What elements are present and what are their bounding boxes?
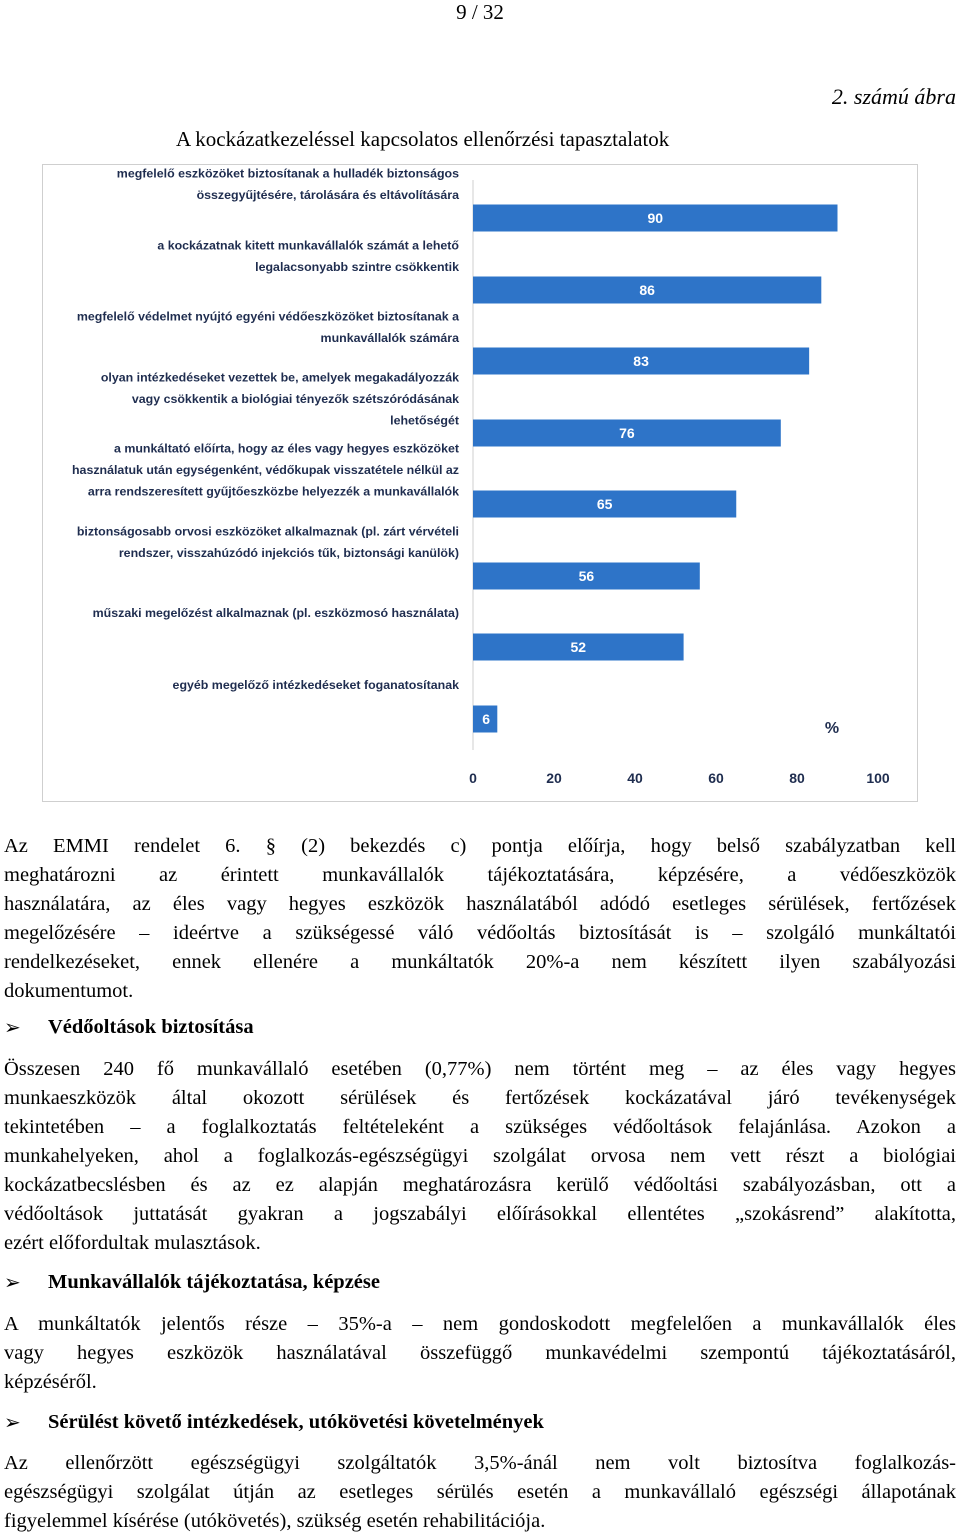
figure-label: 2. számú ábra bbox=[831, 84, 956, 109]
section-1-line: munkaeszközök által okozott sérülések és fertőzések kockázatával járó tevékenységek bbox=[4, 1087, 956, 1109]
section-heading-text: Védőoltások biztosítása bbox=[48, 1016, 254, 1038]
category-label-line: lehetőségét bbox=[390, 413, 459, 428]
chart-svg bbox=[43, 165, 919, 803]
x-tick-label: 20 bbox=[546, 770, 562, 786]
category-label-line: használatuk után egységenként, védőkupak visszatétele nélkül az bbox=[71, 463, 459, 477]
section-heading-text: Munkavállalók tájékoztatása, képzése bbox=[48, 1271, 380, 1293]
category-label-line: összegyűjtésére, tárolására és eltávolítására bbox=[196, 187, 459, 202]
arrowhead-bullet-icon: ➢ bbox=[4, 1270, 21, 1294]
figure-title: A kockázatkezeléssel kapcsolatos ellenőrzési tapasztalatok bbox=[176, 127, 670, 151]
section-1-line: védőoltások juttatását gyakran a jogszabályi előírásokkal ellentétes „szokásrend” alakította, bbox=[4, 1203, 956, 1225]
paragraph-1-line: használatára, az éles vagy hegyes eszközök használatából adódó esetleges sérülések, fertőzések bbox=[4, 893, 956, 915]
bar-value-label: 6 bbox=[482, 711, 491, 727]
category-label-line: a kockázatnak kitett munkavállalók számát a lehető bbox=[157, 238, 459, 253]
bar-chart bbox=[42, 164, 918, 802]
category-label-line: a munkáltató előírta, hogy az éles vagy hegyes eszközöket bbox=[113, 441, 459, 456]
section-2-line: vagy hegyes eszközök használatával összefüggő munkavédelmi szempontú tájékoztatásáról, bbox=[4, 1342, 956, 1364]
section-1-line: kockázatbecslésben és az ez alapján meghatározásra kerülő védőoltási szabályozásban, ott a bbox=[4, 1174, 956, 1196]
unit-label: % bbox=[824, 720, 840, 737]
section-3-line: Az ellenőrzött egészségügyi szolgáltatók 3,5%-ánál nem volt biztosítva foglalkozás- bbox=[4, 1452, 956, 1474]
bar-value-label: 90 bbox=[647, 210, 664, 226]
arrowhead-bullet-icon: ➢ bbox=[4, 1015, 21, 1039]
category-label-line: rendszer, visszahúzódó injekciós tűk, biztonsági kanülök) bbox=[118, 545, 459, 560]
bars-layer bbox=[473, 205, 838, 733]
x-tick-label: 0 bbox=[469, 770, 477, 786]
arrowhead-bullet-icon: ➢ bbox=[4, 1410, 21, 1434]
bar-value-label: 76 bbox=[619, 425, 635, 441]
category-label-line: arra rendszeresített gyűjtőeszközbe helyezzék a munkavállalók bbox=[87, 484, 459, 499]
section-heading-followup bbox=[4, 1408, 956, 1436]
bar-value-label: 83 bbox=[633, 353, 649, 369]
x-tick-label: 40 bbox=[627, 770, 643, 786]
section-3-line: figyelemmel kísérése (utókövetés), szükség esetén rehabilitációja. bbox=[4, 1510, 546, 1532]
section-1-line: ezért előfordultak mulasztások. bbox=[4, 1232, 261, 1254]
section-heading-training bbox=[4, 1268, 956, 1296]
bar-value-label: 56 bbox=[578, 568, 595, 584]
section-1-line: munkahelyeken, ahol a foglalkozás-egészségügyi szolgálat orvosa nem vett részt a biológiai bbox=[4, 1145, 956, 1167]
paragraph-1-line: meghatározni az érintett munkavállalók tájékoztatására, képzésére, a védőeszközök bbox=[4, 864, 956, 886]
section-2-line: A munkáltatók jelentős része – 35%-a – nem gondoskodott megfelelően a munkavállalók éles bbox=[4, 1313, 956, 1335]
category-label-line: biztonságosabb orvosi eszközöket alkalmaznak (pl. zárt vérvételi bbox=[76, 524, 459, 539]
section-heading-text: Sérülést követő intézkedések, utókövetési követelmények bbox=[48, 1411, 544, 1433]
x-tick-label: 60 bbox=[708, 770, 724, 786]
category-labels-layer bbox=[72, 166, 459, 692]
section-1-body bbox=[4, 1055, 956, 1258]
category-label-line: munkavállalók számára bbox=[320, 330, 459, 345]
x-tick-label: 100 bbox=[866, 770, 890, 786]
section-2-body bbox=[4, 1310, 956, 1397]
bar-value-label: 65 bbox=[596, 496, 613, 512]
category-label-line: olyan intézkedéseket vezettek be, amelyek megakadályozzák bbox=[100, 370, 459, 385]
paragraph-1 bbox=[4, 832, 956, 1006]
category-label-line: megfelelő védelmet nyújtó egyéni védőeszközöket biztosítanak a bbox=[76, 309, 459, 324]
category-label-line: műszaki megelőzést alkalmaznak (pl. eszközmosó használata) bbox=[92, 606, 459, 620]
page-number: 9 / 32 bbox=[456, 0, 504, 24]
bar-value-label: 52 bbox=[570, 639, 587, 655]
section-heading-vaccinations bbox=[4, 1013, 956, 1041]
category-label-line: legalacsonyabb szintre csökkentik bbox=[255, 259, 459, 274]
paragraph-1-line: rendelkezéseket, ennek ellenére a munkáltatók 20%-a nem készített ilyen szabályozási bbox=[4, 951, 956, 973]
paragraph-1-line: megelőzésére – ideértve a szükségessé váló védőoltás biztosítását is – szolgáló munkáltatói bbox=[4, 922, 956, 944]
category-label-line: egyéb megelőző intézkedéseket foganatosítanak bbox=[172, 678, 459, 692]
paragraph-1-line: Az EMMI rendelet 6. § (2) bekezdés c) pontja előírja, hogy belső szabályzatban kell bbox=[4, 835, 956, 857]
section-3-body bbox=[4, 1449, 956, 1536]
x-tick-label: 80 bbox=[789, 770, 805, 786]
x-ticks-layer bbox=[469, 770, 890, 786]
section-1-line: Összesen 240 fő munkavállaló esetében (0,77%) nem történt meg – az éles vagy hegyes bbox=[4, 1058, 956, 1080]
section-2-line: képzéséről. bbox=[4, 1371, 97, 1393]
category-label-line: vagy csökkentik a biológiai tényezők szétszóródásának bbox=[131, 392, 459, 406]
section-1-line: tekintetében – a foglalkoztatás feltételeként a szükséges védőoltások felajánlása. Azokon a bbox=[4, 1116, 956, 1138]
category-label-line: megfelelő eszközöket biztosítanak a hulladék biztonságos bbox=[116, 166, 459, 181]
paragraph-1-line: dokumentumot. bbox=[4, 980, 134, 1002]
bar-value-label: 86 bbox=[639, 282, 655, 298]
section-3-line: egészségügyi szolgálat útján az esetleges sérülés esetén a munkavállaló egészségi állapotának bbox=[4, 1481, 956, 1503]
